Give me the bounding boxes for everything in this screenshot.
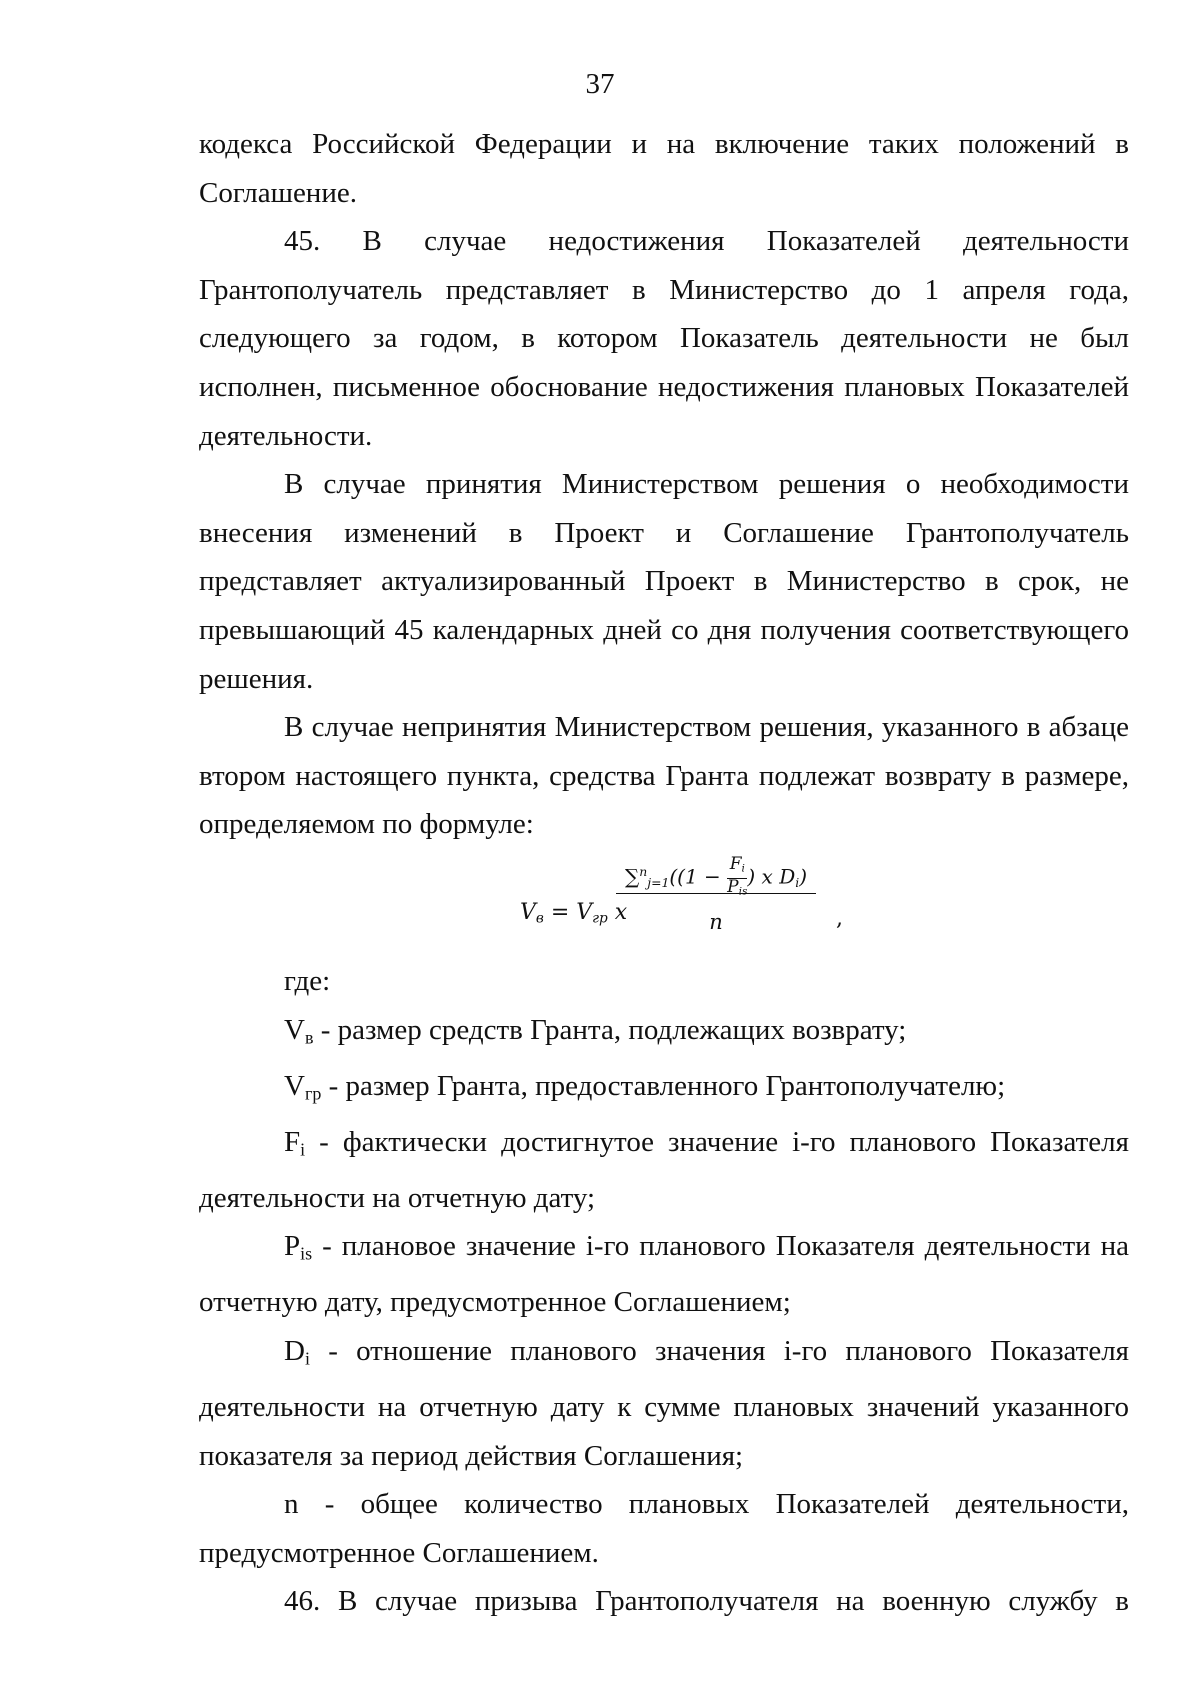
document-body <box>199 120 1129 1626</box>
formula-left-side: $V_в = V_{гр}$ x <box>520 899 628 927</box>
definition-n <box>199 1480 1129 1577</box>
where-label: где: <box>284 964 331 997</box>
symbol-di: $D_i$ <box>284 1335 310 1369</box>
definition-text: - размер Гранта, предоставленного Грантополучателю; <box>328 1069 1006 1102</box>
definition-di <box>199 1327 1129 1480</box>
formula-comma: , <box>836 905 843 931</box>
definition-text: - общее количество плановых Показателей деятельности, предусмотренное Соглашением. <box>199 1488 1130 1569</box>
definition-text: - плановое значение i-го планового Показателя деятельности на отчетную дату, предусмотренное Соглашением; <box>199 1230 1129 1319</box>
refund-formula <box>199 851 1129 947</box>
formula-numerator: ∑$^n_{j=1}$((1 − $F_i$ $P_{is}$ ) x $D_i$) <box>624 853 808 898</box>
definition-text: - отношение планового значения i-го планового Показателя деятельности на отчетную дату к сумме плановых значений указанного показателя за период действия Соглашения; <box>199 1335 1130 1472</box>
symbol-fi: $F_i$ <box>284 1125 306 1160</box>
paragraph-decision-rejected: В случае непринятия Министерством решения, указанного в абзаце втором настоящего пункта, средства Гранта подлежат возврату в размере, определяемом по формуле: <box>199 711 1129 841</box>
definition-fi <box>199 1118 1129 1223</box>
definition-text: - фактически достигнутое значение i-го планового Показателя деятельности на отчетную дату; <box>199 1125 1129 1214</box>
definition-pis <box>199 1222 1129 1327</box>
formula-fraction <box>616 851 816 947</box>
symbol-pis: $P_{is}$ <box>284 1230 313 1264</box>
symbol-vv: $V_в$ <box>284 1013 314 1047</box>
symbol-n: n <box>284 1488 299 1521</box>
definition-text: - размер средств Гранта, подлежащих возврату; <box>320 1013 907 1046</box>
paragraph-item-46: 46. В случае призыва Грантополучателя на военную службу в <box>284 1585 1129 1618</box>
fraction-bar <box>616 893 816 895</box>
symbol-vgr: $V_{гр}$ <box>284 1069 322 1104</box>
definition-vv <box>199 1006 1129 1062</box>
paragraph-continuation: кодекса Российской Федерации и на включение таких положений в Соглашение. <box>199 128 1129 209</box>
definition-vgr <box>199 1062 1129 1118</box>
page-number: 37 <box>585 68 615 100</box>
formula-denominator: n <box>709 910 723 935</box>
paragraph-item-45: 45. В случае недостижения Показателей деятельности Грантополучатель представляет в Министерство до 1 апреля года, следующего за годом, в котором Показатель деятельности не был исполнен, письменное обоснование недостижения плановых Показателей деятельности. <box>199 225 1129 452</box>
paragraph-decision-accepted: В случае принятия Министерством решения о необходимости внесения изменений в Проект и Соглашение Грантополучатель представляет актуализированный Проект в Министерство в срок, не превышающий 45 календарных дней со дня получения соответствующего решения. <box>199 468 1129 695</box>
